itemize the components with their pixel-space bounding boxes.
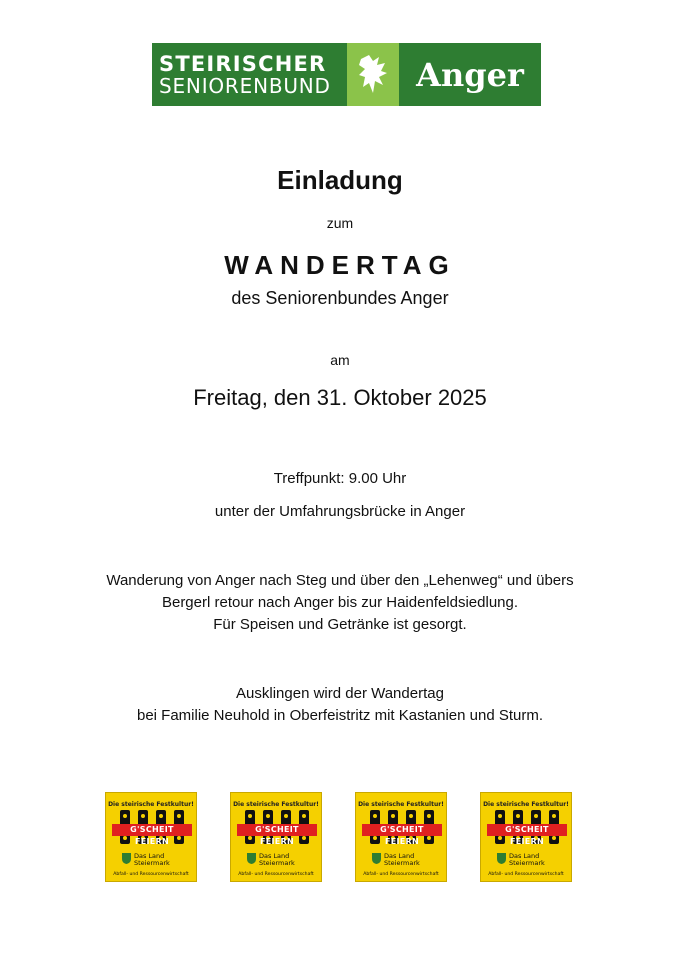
badge-land [259, 853, 295, 867]
outro-line: bei Familie Neuhold in Oberfeistritz mit Kastanien und Sturm. [136, 707, 543, 724]
logo-line-1: STEIRISCHER [159, 51, 327, 76]
logo-text-block [152, 43, 347, 106]
badge-land-line: Steiermark [134, 859, 170, 867]
logo-line-2: SENIORENBUND [159, 73, 331, 98]
badge-top: Die steirische Festkultur! [358, 801, 444, 808]
outro-line: Ausklingen wird der Wandertag [236, 685, 444, 702]
badge-footer: Abfall- und Ressourcenwirtschaft [363, 872, 439, 877]
badge-land-line: Das Land [509, 852, 540, 860]
badge-land [509, 853, 545, 867]
seniorenbund-logo [152, 43, 541, 106]
steiermark-shield-icon [372, 853, 381, 864]
panther-icon [347, 43, 399, 106]
badge-land-line: Steiermark [259, 859, 295, 867]
meeting-point: Treffpunkt: 9.00 Uhr [273, 470, 407, 487]
badge-land-line: Das Land [259, 852, 290, 860]
badge-land-line: Das Land [134, 852, 165, 860]
badge-land-line: Das Land [384, 852, 415, 860]
badge-top: Die steirische Festkultur! [108, 801, 194, 808]
logo-place: Anger [399, 43, 541, 106]
festkultur-badge [480, 792, 572, 882]
badge-land-line: Steiermark [509, 859, 545, 867]
steiermark-shield-icon [247, 853, 256, 864]
badge-top: Die steirische Festkultur! [483, 801, 569, 808]
festkultur-badge [230, 792, 322, 882]
badge-top: Die steirische Festkultur! [233, 801, 319, 808]
invitation-title: Einladung [277, 165, 403, 195]
am-text: am [330, 352, 350, 368]
festkultur-badge [355, 792, 447, 882]
festkultur-badge [105, 792, 197, 882]
badge-main: G'SCHEIT FEIERN [362, 824, 442, 836]
zum-text: zum [326, 215, 354, 231]
description-line: Für Speisen und Getränke ist gesorgt. [213, 616, 467, 633]
badge-main: G'SCHEIT FEIERN [487, 824, 567, 836]
organizer: des Seniorenbundes Anger [231, 288, 449, 308]
badge-land [384, 853, 420, 867]
festkultur-badges [0, 792, 680, 884]
badge-footer: Abfall- und Ressourcenwirtschaft [488, 872, 564, 877]
event-date: Freitag, den 31. Oktober 2025 [193, 385, 487, 410]
meeting-location: unter der Umfahrungsbrücke in Anger [214, 503, 466, 520]
badge-main: G'SCHEIT FEIERN [237, 824, 317, 836]
badge-land-line: Steiermark [384, 859, 420, 867]
badge-footer: Abfall- und Ressourcenwirtschaft [238, 872, 314, 877]
steiermark-shield-icon [497, 853, 506, 864]
steiermark-shield-icon [122, 853, 131, 864]
description-line: Bergerl retour nach Anger bis zur Haidenfeldsiedlung. [161, 594, 519, 611]
badge-main: G'SCHEIT FEIERN [112, 824, 192, 836]
description-line: Wanderung von Anger nach Steg und über den „Lehenweg“ und übers [106, 572, 574, 589]
event-name: WANDERTAG [224, 250, 456, 280]
route-description [0, 570, 680, 636]
badge-footer: Abfall- und Ressourcenwirtschaft [113, 872, 189, 877]
badge-land [134, 853, 170, 867]
closing-text [0, 683, 680, 727]
